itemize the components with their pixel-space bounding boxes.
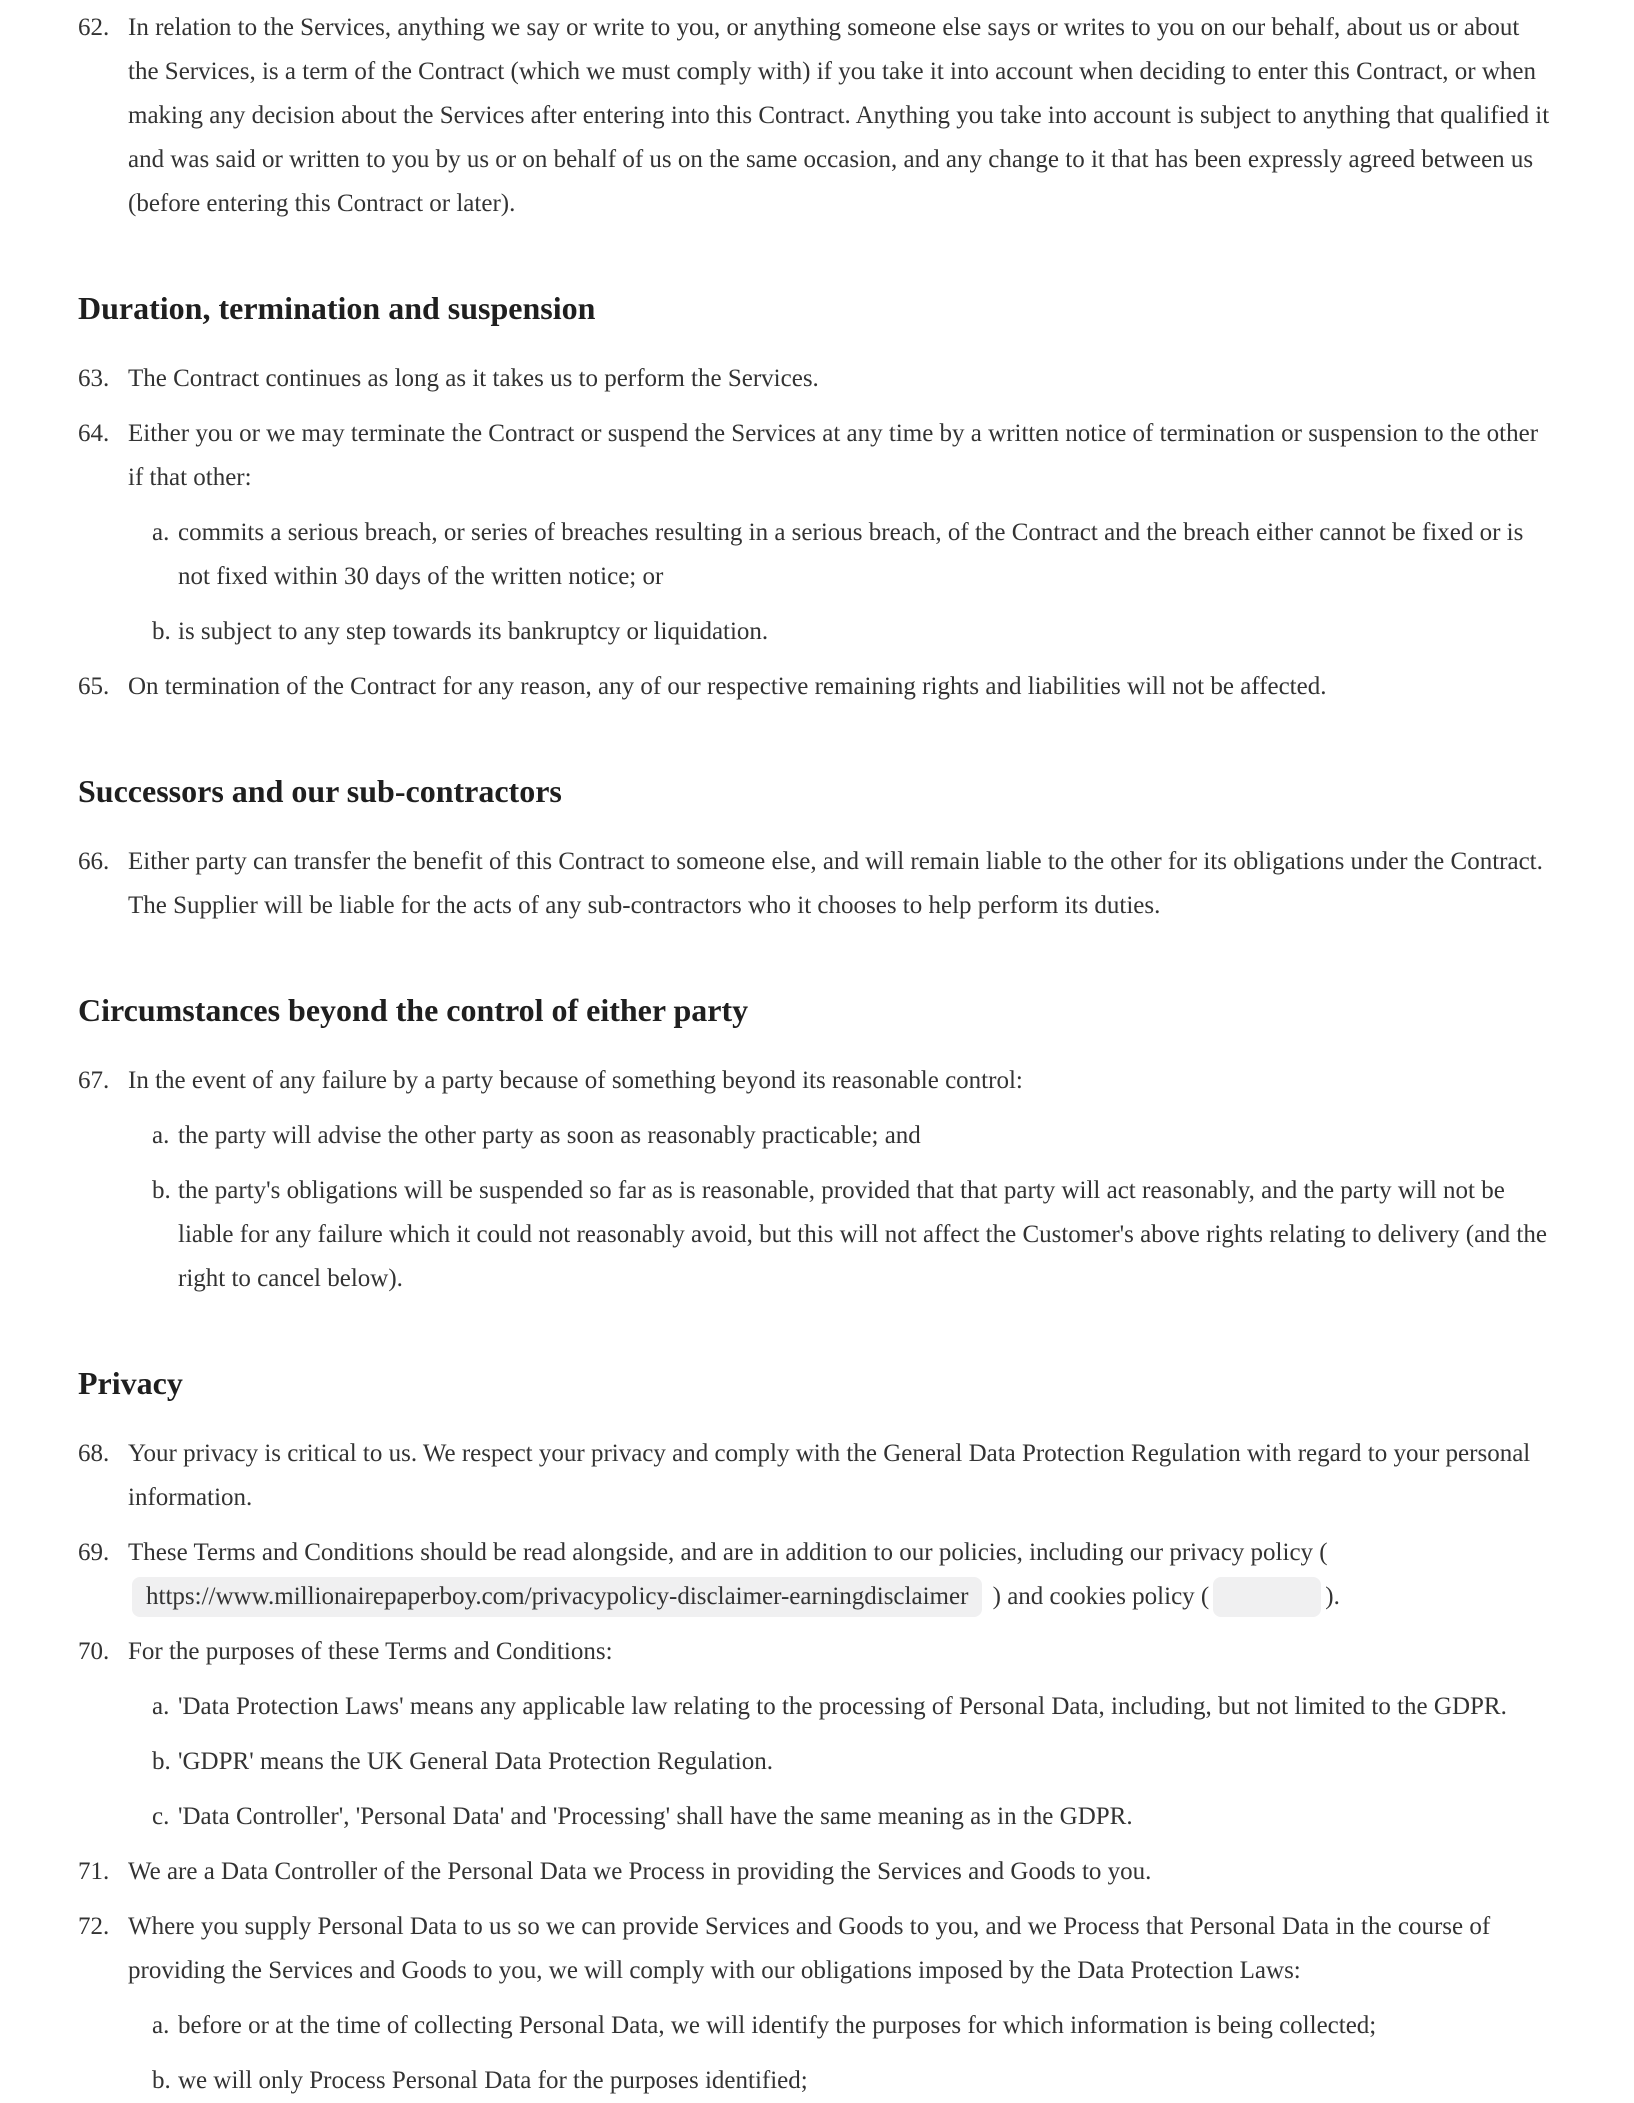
privacy-policy-url-field[interactable]: https://www.millionairepaperboy.com/privacypolicy-disclaimer-earningdisclaimer — [132, 1577, 982, 1617]
clause-text: Either you or we may terminate the Contract or suspend the Services at any time by a written notice of termination or suspension to the other if that other: — [128, 420, 1539, 491]
clause-item — [78, 840, 1556, 928]
section-heading: Circumstances beyond the control of either party — [78, 992, 749, 1028]
clause-subitem — [78, 1169, 1556, 1301]
subclause-letter: a. — [152, 1122, 170, 1149]
clause-item — [78, 6, 1556, 226]
section-heading: Successors and our sub-contractors — [78, 773, 562, 809]
clause-subitem — [78, 1114, 1556, 1158]
clause-number: 70. — [78, 1638, 110, 1665]
clause-item — [78, 1850, 1556, 1894]
clause-text: We are a Data Controller of the Personal Data we Process in providing the Services and Goods to you. — [128, 1858, 1152, 1885]
clause-text: For the purposes of these Terms and Conditions: — [128, 1638, 613, 1665]
clause-text: Where you supply Personal Data to us so we can provide Services and Goods to you, and we Process that Personal Data in the course of providing the Services and Goods to you, we will comply with our obligations imposed by the Data Protection Laws: — [128, 1913, 1491, 1984]
subclause-letter: b. — [152, 1748, 171, 1775]
subclause-text: before or at the time of collecting Personal Data, we will identify the purposes for which information is being collected; — [178, 2012, 1377, 2039]
clause-number: 64. — [78, 420, 110, 447]
clause-text: In the event of any failure by a party because of something beyond its reasonable control: — [128, 1067, 1023, 1094]
clause-subitem — [78, 1795, 1556, 1839]
clause-number: 65. — [78, 673, 110, 700]
clause-item — [78, 1432, 1556, 1520]
clause-item — [78, 1905, 1556, 1993]
subclause-letter: b. — [152, 618, 171, 645]
clause-subitem — [78, 610, 1556, 654]
clause-text: On termination of the Contract for any reason, any of our respective remaining rights and liabilities will not be affected. — [128, 673, 1327, 700]
subclause-letter: b. — [152, 1177, 171, 1204]
clause-item — [78, 1630, 1556, 1674]
subclause-letter: c. — [152, 1803, 170, 1830]
clause-item — [78, 412, 1556, 500]
clause-subitem — [78, 1685, 1556, 1729]
cookies-policy-field[interactable] — [1213, 1577, 1321, 1617]
subclause-text: 'Data Controller', 'Personal Data' and 'Processing' shall have the same meaning as in the GDPR. — [178, 1803, 1133, 1830]
subclause-text: 'GDPR' means the UK General Data Protection Regulation. — [178, 1748, 773, 1775]
clause-text — [128, 1531, 1556, 1619]
clause-subitem — [78, 2059, 1556, 2103]
section-heading: Privacy — [78, 1365, 183, 1401]
clause-text: Either party can transfer the benefit of this Contract to someone else, and will remain liable to the other for its obligations under the Contract. The Supplier will be liable for the acts of any sub-contractors who it chooses to help perform its duties. — [128, 848, 1543, 919]
clause-number: 69. — [78, 1539, 110, 1566]
subclause-text: is subject to any step towards its bankruptcy or liquidation. — [178, 618, 769, 645]
subclause-text: the party's obligations will be suspended so far as is reasonable, provided that that party will act reasonably, and the party will not be liable for any failure which it could not reasonably avoid, but this will not affect the Customer's above rights relating to delivery (and the right to cancel below). — [178, 1177, 1547, 1292]
section-heading: Duration, termination and suspension — [78, 290, 596, 326]
clause-text-fragment: These Terms and Conditions should be read alongside, and are in addition to our policies, including our privacy policy ( — [128, 1539, 1328, 1566]
clause-number: 66. — [78, 848, 110, 875]
subclause-text: the party will advise the other party as soon as reasonably practicable; and — [178, 1122, 921, 1149]
clause-text: Your privacy is critical to us. We respect your privacy and comply with the General Data Protection Regulation with regard to your personal information. — [128, 1440, 1531, 1511]
subclause-letter: a. — [152, 2012, 170, 2039]
clause-number: 67. — [78, 1067, 110, 1094]
clause-subitem — [78, 2004, 1556, 2048]
clause-text: The Contract continues as long as it takes us to perform the Services. — [128, 365, 819, 392]
clause-item — [78, 1059, 1556, 1103]
subclause-letter: b. — [152, 2067, 171, 2094]
clause-text-fragment: ) and cookies policy ( — [986, 1583, 1210, 1610]
clause-number: 68. — [78, 1440, 110, 1467]
subclause-text: we will only Process Personal Data for the purposes identified; — [178, 2067, 808, 2094]
subclause-text: commits a serious breach, or series of breaches resulting in a serious breach, of the Contract and the breach either cannot be fixed or is not fixed within 30 days of the written notice; or — [178, 519, 1524, 590]
clause-item — [78, 357, 1556, 401]
clause-subitem — [78, 511, 1556, 599]
clause-item — [78, 1531, 1556, 1619]
clause-item — [78, 665, 1556, 709]
subclause-text: 'Data Protection Laws' means any applicable law relating to the processing of Personal Data, including, but not limited to the GDPR. — [178, 1693, 1507, 1720]
clause-text-fragment: ). — [1325, 1583, 1340, 1610]
clause-subitem — [78, 1740, 1556, 1784]
clause-number: 62. — [78, 14, 110, 41]
clause-number: 63. — [78, 365, 110, 392]
clause-number: 71. — [78, 1858, 110, 1885]
subclause-letter: a. — [152, 1693, 170, 1720]
clause-text: In relation to the Services, anything we say or write to you, or anything someone else says or writes to you on our behalf, about us or about the Services, is a term of the Contract (which we must comply with) if you take it into account when deciding to enter this Contract, or when making any decision about the Services after entering into this Contract. Anything you take into account is subject to anything that qualified it and was said or written to you by us or on behalf of us on the same occasion, and any change to it that has been expressly agreed between us (before entering this Contract or later). — [128, 14, 1550, 217]
subclause-letter: a. — [152, 519, 170, 546]
clause-number: 72. — [78, 1913, 110, 1940]
